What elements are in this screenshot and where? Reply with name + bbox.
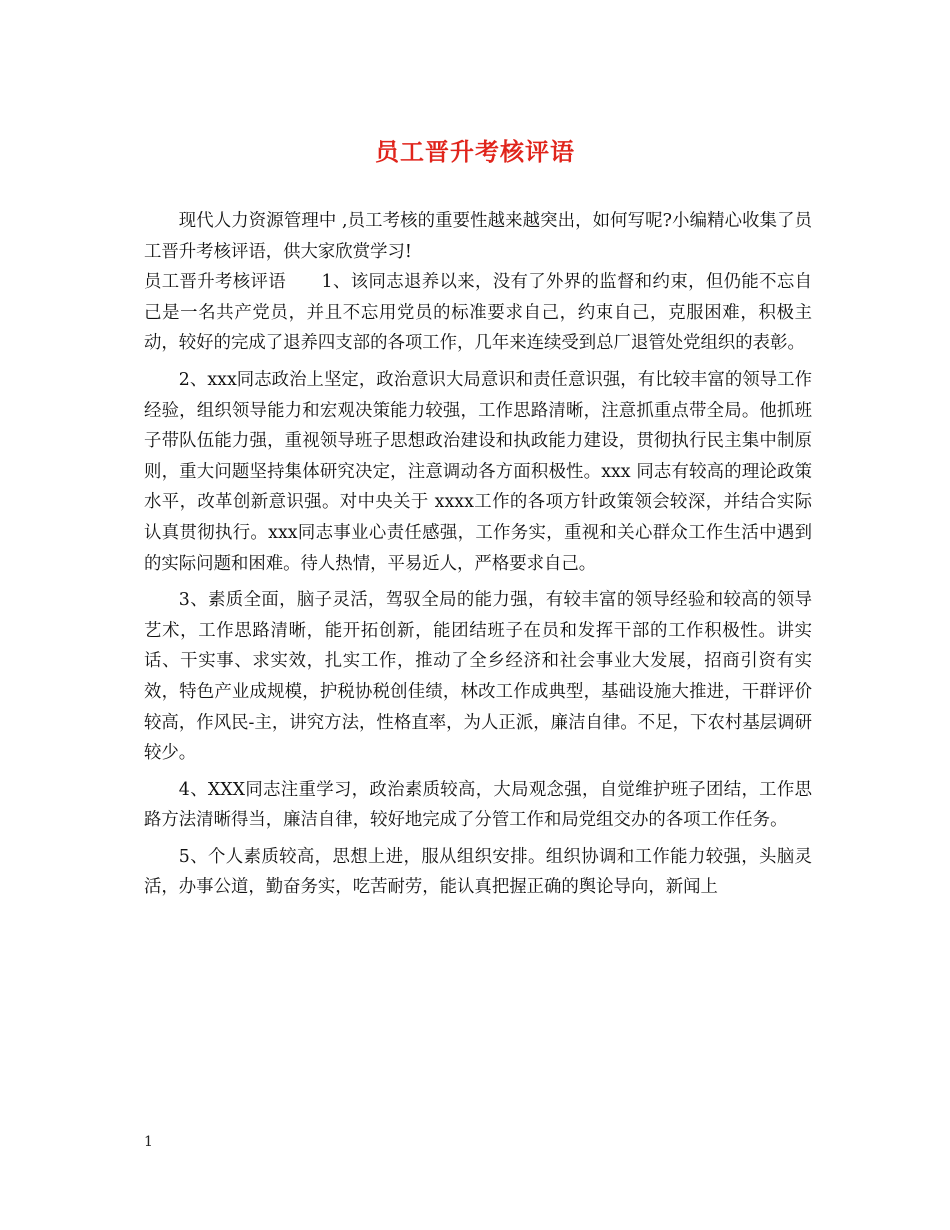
comment-paragraph-1: 员工晋升考核评语 1、该同志退养以来，没有了外界的监督和约束，但仍能不忘自己是一名共产党员，并且不忘用党员的标准要求自己，约束自己，克服困难，积极主动，较好的完成了退养四支部的各项工作，几年来连续受到总厂退管处党组织的表彰。	[144, 272, 812, 354]
intro-paragraph: 现代人力资源管理中 ,员工考核的重要性越来越突出，如何写呢?小编精心收集了员工晋升考核评语，供大家欣赏学习!	[144, 211, 812, 262]
comment-paragraph-2: 2、xxx同志政治上坚定，政治意识大局意识和责任意识强，有比较丰富的领导工作经验，组织领导能力和宏观决策能力较强，工作思路清晰，注意抓重点带全局。他抓班子带队伍能力强，重视领导班子思想政治建设和执政能力建设，贯彻执行民主集中制原则，重大问题坚持集体研究决定，注意调动各方面积极性。xxx 同志有较高的理论政策水平，改革创新意识强。对中央关于 xxxx工作的各项方针政策领会较深，并结合实际认真贯彻执行。xxx同志事业心责任感强，工作务实，重视和关心群众工作生活中遇到的实际问题和困难。待人热情，平易近人，严格要求自己。	[144, 369, 812, 574]
comment-paragraph-5: 5、个人素质较高，思想上进，服从组织安排。组织协调和工作能力较强，头脑灵活，办事公道，勤奋务实，吃苦耐劳，能认真把握正确的舆论导向，新闻上	[144, 846, 812, 898]
document-title: 员工晋升考核评语	[375, 137, 575, 166]
page-number: 1	[144, 1134, 153, 1150]
document-body	[144, 206, 812, 903]
comment-paragraph-4: 4、XXX同志注重学习，政治素质较高，大局观念强，自觉维护班子团结，工作思路方法清晰得当，廉洁自律，较好地完成了分管工作和局党组交办的各项工作任务。	[144, 779, 812, 831]
comment-paragraph-3: 3、素质全面，脑子灵活，驾驭全局的能力强，有较丰富的领导经验和较高的领导艺术，工作思路清晰，能开拓创新，能团结班子在员和发挥干部的工作积极性。讲实话、干实事、求实效，扎实工作，推动了全乡经济和社会事业大发展，招商引资有实效，特色产业成规模，护税协税创佳绩，林改工作成典型，基础设施大推进，干群评价较高，作风民-主，讲究方法，性格直率，为人正派，廉洁自律。不足，下农村基层调研较少。	[144, 590, 812, 764]
